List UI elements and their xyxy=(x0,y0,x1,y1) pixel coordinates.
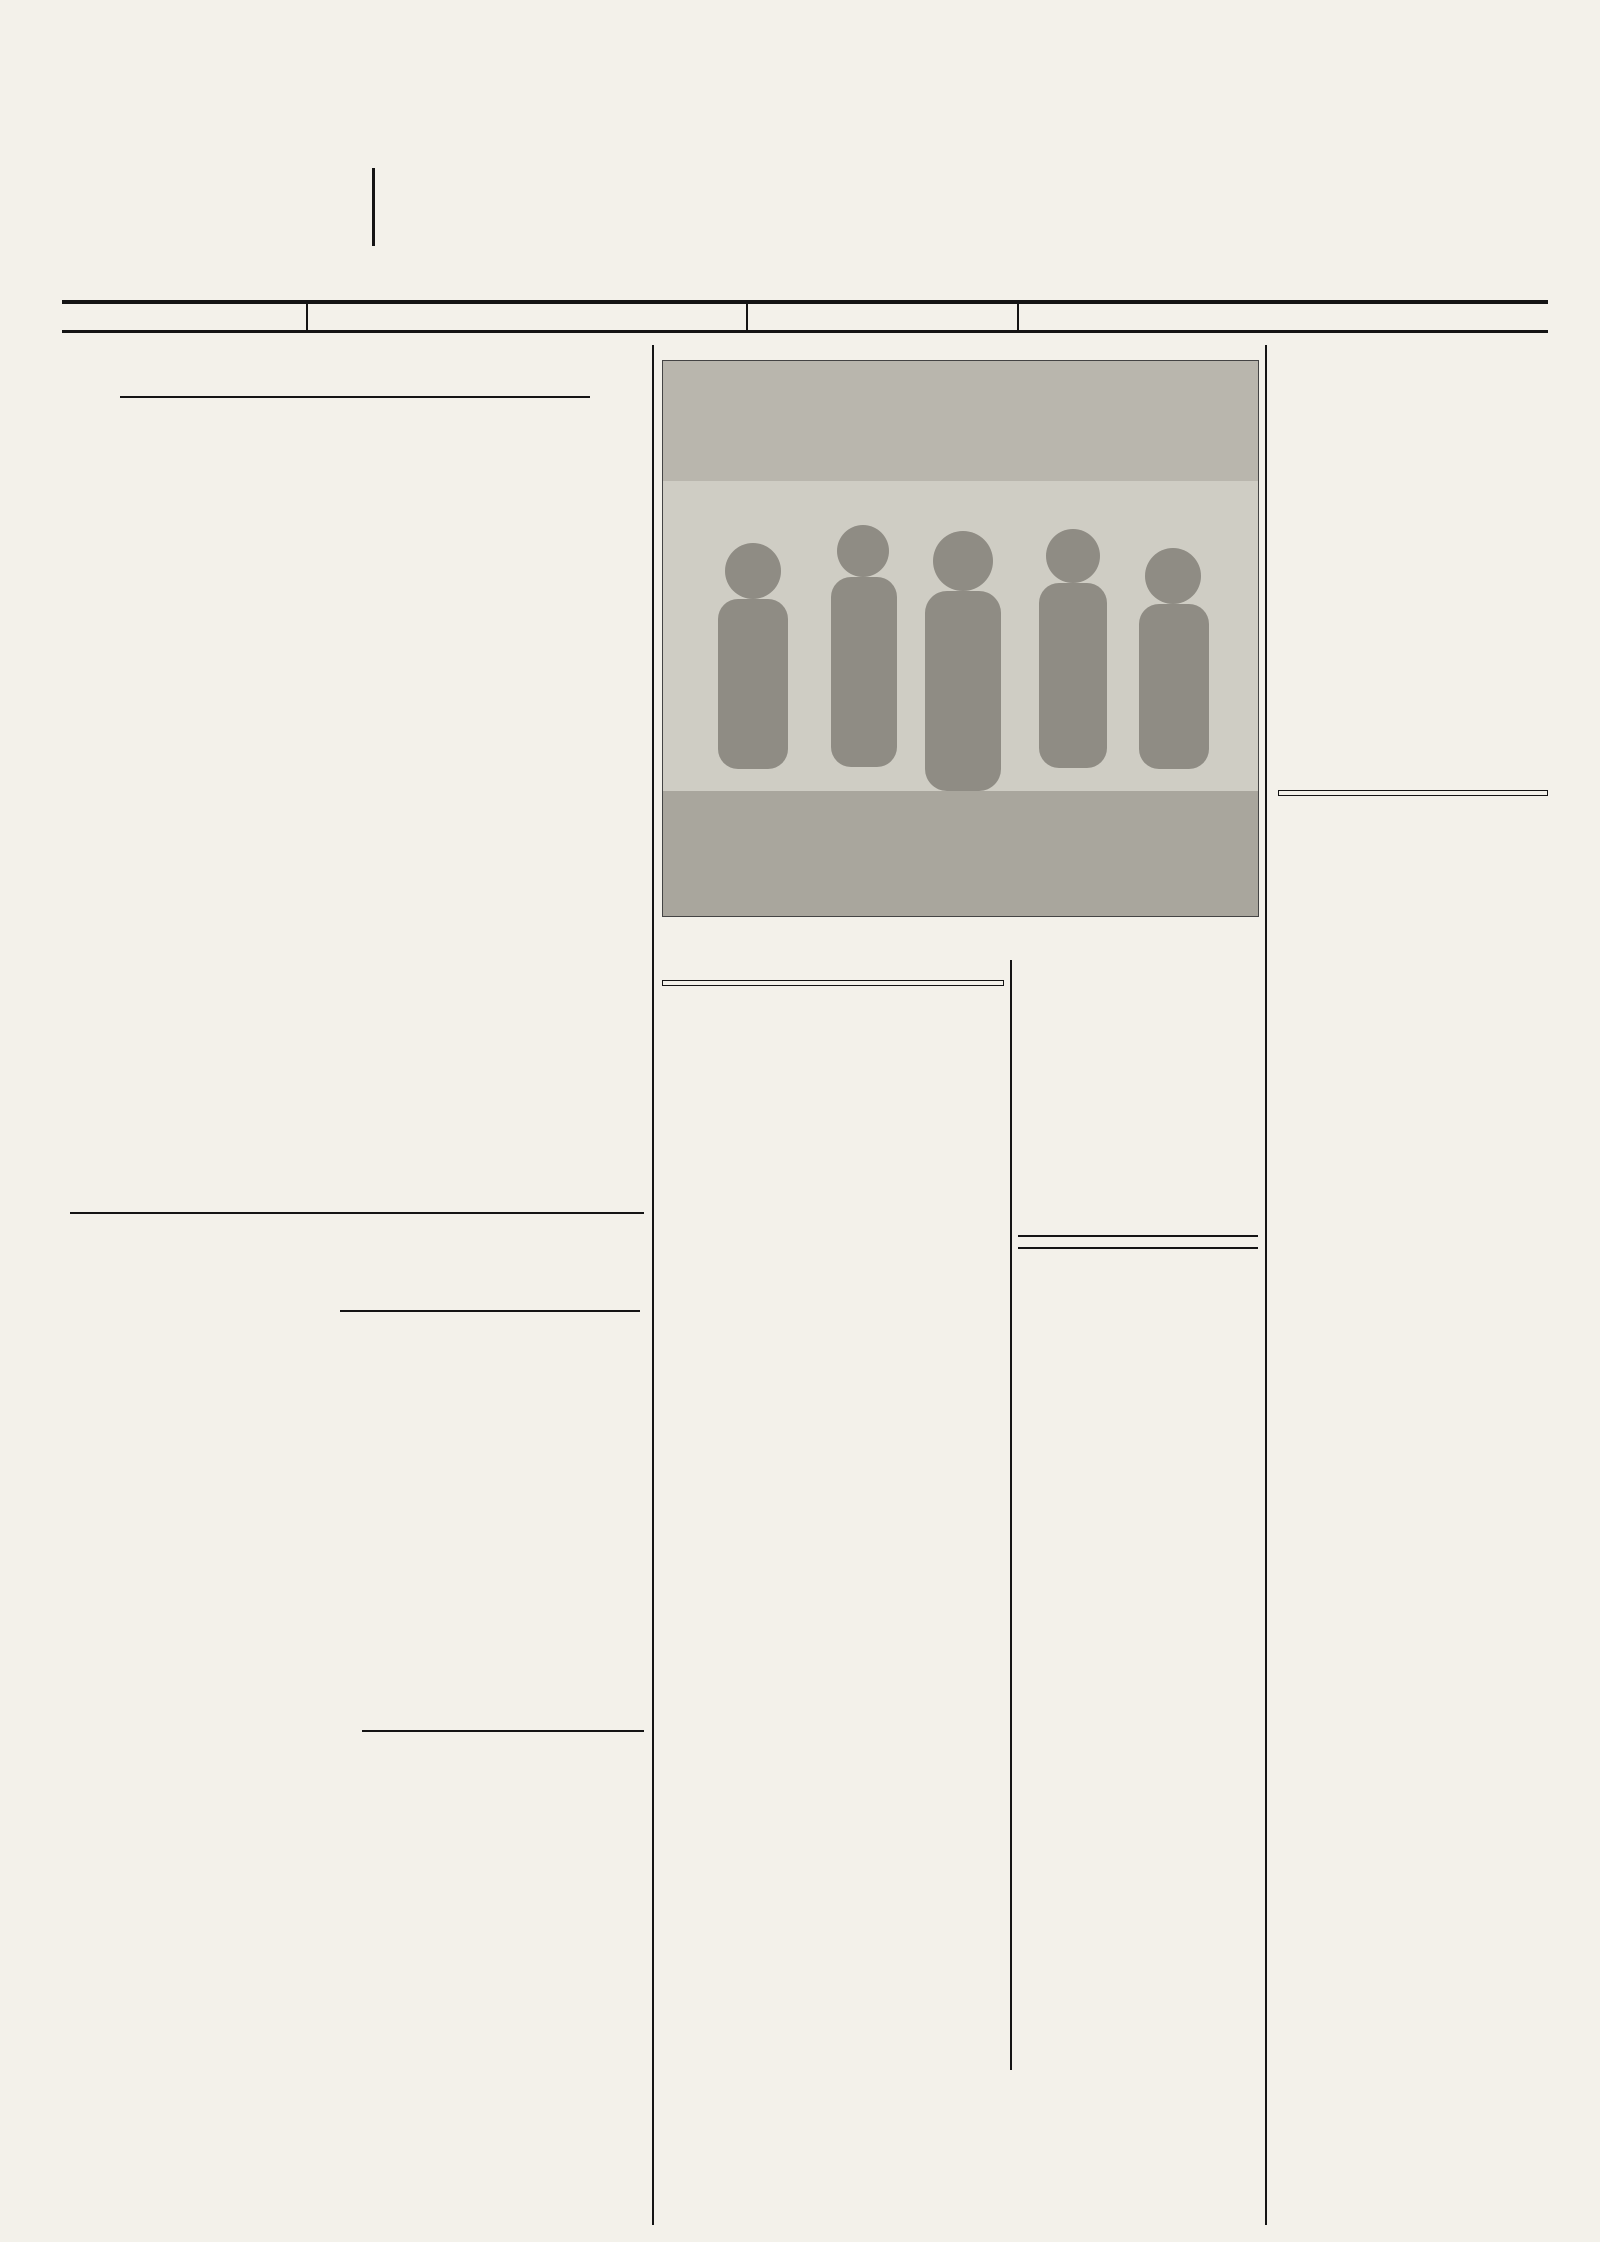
event-photo-illustration xyxy=(663,361,1258,916)
siesta-text-col2 xyxy=(1018,965,1258,1195)
column-rule xyxy=(652,345,654,2225)
issue-date xyxy=(1019,304,1548,330)
domestic-prices xyxy=(116,166,356,172)
newspaper-logo xyxy=(700,105,1530,275)
subscriptions-divider xyxy=(372,168,375,246)
balkan-text-col1 xyxy=(70,1338,348,2218)
siesta-section-label xyxy=(662,980,1004,986)
section-rule xyxy=(70,1212,644,1214)
lead-text-col2 xyxy=(362,345,644,1205)
siesta-text-col1b xyxy=(662,1570,1002,2040)
theater-section-label xyxy=(1278,790,1548,796)
column-rule xyxy=(1265,345,1267,2225)
balkan-text-col2 xyxy=(362,1338,644,1718)
balkan-byline xyxy=(340,1310,640,1312)
court-headline xyxy=(1018,1235,1258,1249)
issue-info-bar xyxy=(62,300,1548,333)
event-photo xyxy=(662,360,1259,917)
siesta-text-col1 xyxy=(662,1046,1002,1566)
right-column-text xyxy=(1278,345,1548,755)
tsirimokos-headline xyxy=(362,1730,644,1738)
column-rule xyxy=(1010,960,1012,2070)
court-text xyxy=(1018,1275,1258,2065)
theater-text xyxy=(1278,890,1548,2210)
lead-text-col1 xyxy=(70,404,348,1204)
issue-number xyxy=(62,304,308,330)
foreign-prices xyxy=(388,166,628,172)
tsirimokos-text-col1 xyxy=(362,1760,644,2220)
offices-address xyxy=(308,304,748,330)
issue-price xyxy=(748,304,1019,330)
